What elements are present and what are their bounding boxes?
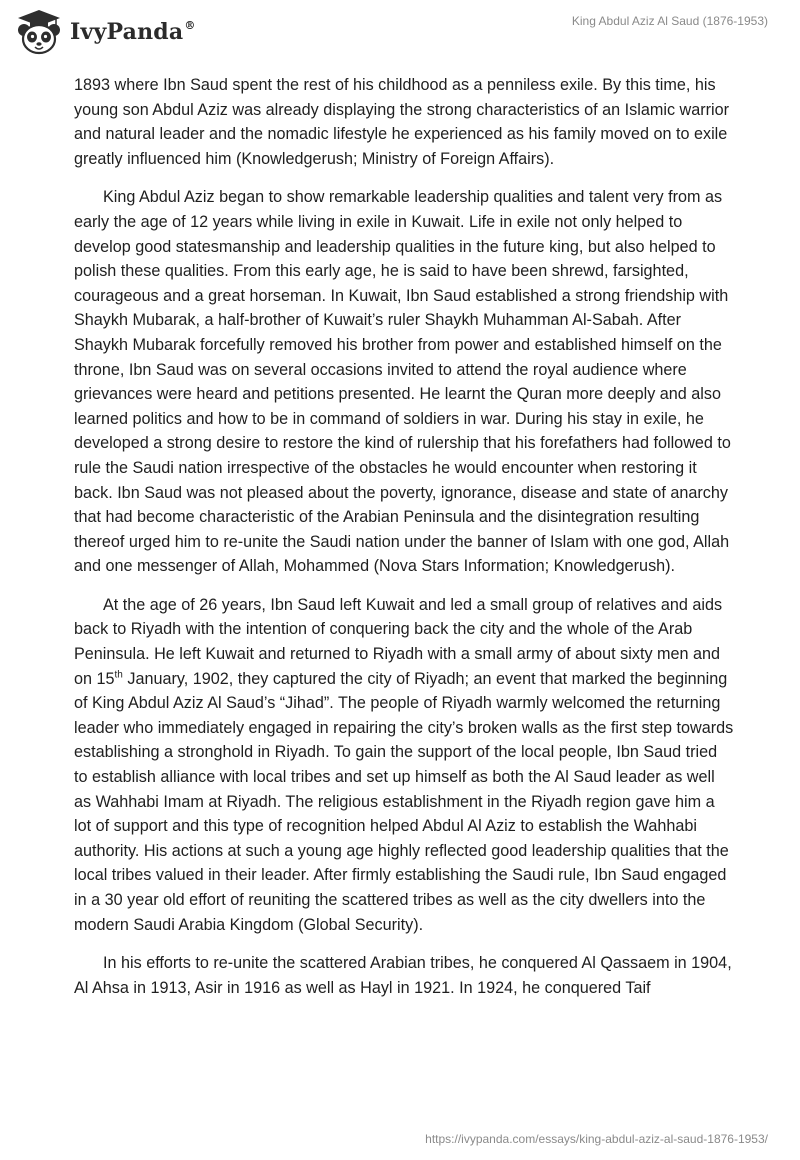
brand-name: IvyPanda®: [70, 18, 196, 45]
paragraph-3-part-b: January, 1902, they captured the city of Riyadh; an event that marked the beginning of King Abdul Aziz Al Saud’s “Jihad”. The people of Riyadh warmly welcomed the returning leader who immediately engaged in repairing the city’s broken walls as the first step towards establishing a stronghold in Riyadh. To gain the support of the local people, Ibn Saud tried to establish alliance with local tribes and set up himself as both the Al Saud leader as well as Wahhabi Imam at Riyadh. The religious establishment in the Riyadh region gave him a lot of support and this type of recognition helped Abdul Al Aziz to establish the Wahhabi authority. His actions at such a young age highly reflected good leadership qualities that the local tribes valued in their leader. After firmly establishing the Saudi rule, Ibn Saud engaged in a 30 year old effort of reuniting the scattered tribes as well as the city dwellers into the modern Saudi Arabia Kingdom (Global Security).: [74, 669, 734, 934]
paragraph-1: 1893 where Ibn Saud spent the rest of his childhood as a penniless exile. By this time, his young son Abdul Aziz was already displaying the strong characteristics of an Islamic warrior and natural leader and the nomadic lifestyle he experienced as his family moved on to exile greatly influenced him (Knowledgerush; Ministry of Foreign Affairs).: [74, 76, 730, 168]
paragraph-3: [74, 593, 734, 937]
paragraph-2: King Abdul Aziz began to show remarkable leadership qualities and talent very from as early the age of 12 years while living in exile in Kuwait. Life in exile not only helped to develop good statesmanship and leadership qualities in the future king, but also helped to polish these qualities. From this early age, he is said to have been shrewd, farsighted, courageous and a great horseman. In Kuwait, Ibn Saud established a strong friendship with Shaykh Mubarak, a half-brother of Kuwait’s ruler Shaykh Muhamman Al-Sabah. After Shaykh Mubarak forcefully removed his brother from power and established himself on the throne, Ibn Saud was on several occasions invited to attend the royal audience where grievances were heard and petitions presented. He learnt the Quran more deeply and also learned politics and how to be in command of soldiers in war. During his stay in exile, he developed a strong desire to restore the kind of rulership that his forefathers had followed to rule the Saudi nation irrespective of the obstacles he would encounter when restoring it back. Ibn Saud was not pleased about the poverty, ignorance, disease and state of anarchy that had become characteristic of the Arabian Peninsula and the disintegration resulting thereof urged him to re-unite the Saudi nation under the banner of Islam with one god, Allah and one messenger of Allah, Mohammed (Nova Stars Information; Knowledgerush).: [74, 188, 731, 576]
essay-body: [74, 73, 734, 1014]
brand-logo[interactable]: [14, 8, 196, 56]
paragraph-4: In his efforts to re-unite the scattered Arabian tribes, he conquered Al Qassaem in 1904, Al Ahsa in 1913, Asir in 1916 as well as Hayl in 1921. In 1924, he conquered Taif: [74, 954, 732, 997]
document-title: King Abdul Aziz Al Saud (1876-1953): [571, 14, 768, 28]
ordinal-suffix: th: [114, 669, 123, 681]
page-header: [0, 0, 800, 64]
panda-graduate-icon: [14, 8, 64, 56]
source-url[interactable]: https://ivypanda.com/essays/king-abdul-aziz-al-saud-1876-1953/: [425, 1132, 768, 1146]
registered-mark: ®: [184, 18, 196, 32]
paragraph-3-part-a: At the age of 26 years, Ibn Saud left Kuwait and led a small group of relatives and aids back to Riyadh with the intention of conquering back the city and the whole of the Arab Peninsula. He left Kuwait and returned to Riyadh with a small army of about sixty men and on 15: [74, 595, 723, 688]
